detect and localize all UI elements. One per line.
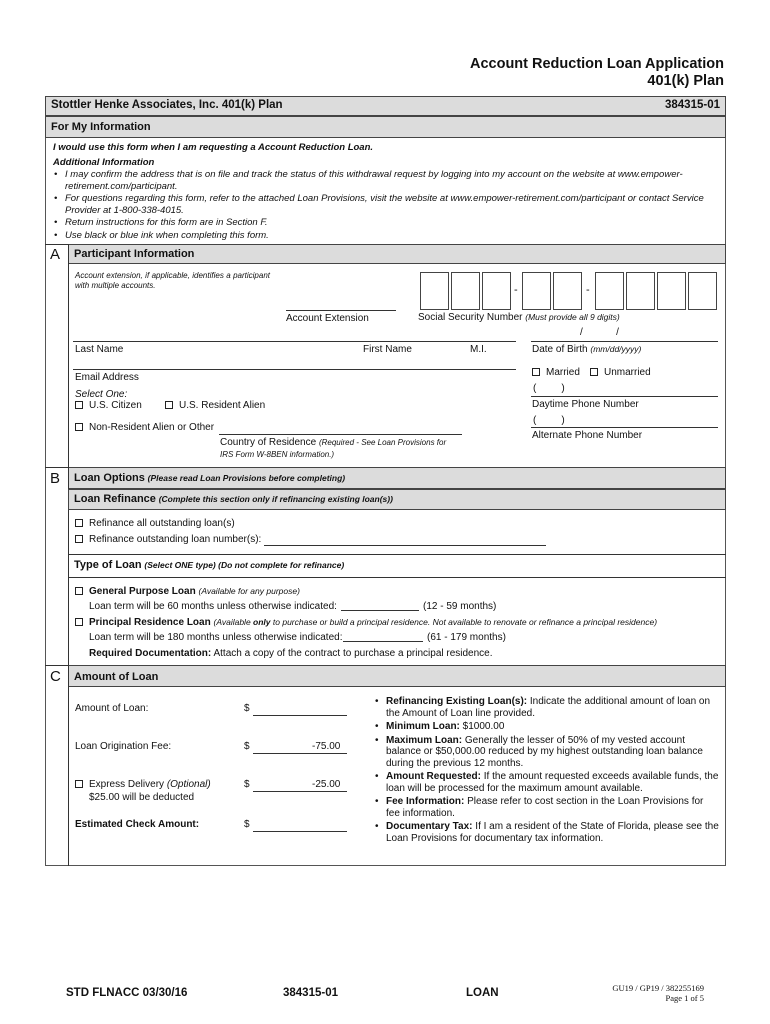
us-citizen-option[interactable] bbox=[75, 400, 142, 411]
refinance-numbers-checkbox[interactable] bbox=[75, 535, 83, 543]
footer-type: LOAN bbox=[466, 987, 499, 999]
loan-options-note: (Please read Loan Provisions before completing) bbox=[147, 473, 346, 483]
note-text: Generally the lesser of 50% of my vested account balance or $50,000.00 reduced by my highest outstanding loan balance during the previous 12 months. bbox=[386, 734, 703, 769]
last-name-label: Last Name bbox=[75, 344, 124, 355]
general-purpose-checkbox[interactable] bbox=[75, 587, 83, 595]
info-intro: I would use this form when I am requesting a Account Reduction Loan. bbox=[53, 142, 374, 153]
ssn-label bbox=[418, 312, 620, 323]
us-citizen-label: U.S. Citizen bbox=[89, 400, 142, 411]
section-c-letter: C bbox=[50, 668, 61, 685]
loan-refinance-title: Loan Refinance bbox=[74, 493, 156, 505]
email-label: Email Address bbox=[75, 372, 139, 383]
ssn-dash: - bbox=[514, 284, 518, 296]
footer-ref: GU19 / GP19 / 382255169 bbox=[612, 983, 704, 993]
principal-residence-option[interactable] bbox=[75, 617, 657, 628]
country-label bbox=[220, 437, 446, 448]
fee-field bbox=[253, 753, 347, 754]
non-resident-option[interactable] bbox=[75, 422, 214, 433]
note-bold: Documentary Tax: bbox=[386, 821, 473, 832]
alt-phone-field[interactable] bbox=[531, 427, 718, 428]
ssn-digit-box[interactable] bbox=[553, 272, 582, 310]
loan-note bbox=[374, 821, 720, 844]
info-bullet: • Return instructions for this form are in Section F. bbox=[53, 217, 721, 229]
form-subtitle: 401(k) Plan bbox=[647, 73, 724, 89]
note-bold: Amount Requested: bbox=[386, 771, 481, 782]
pr-note-a: (Available bbox=[213, 617, 254, 627]
dob-label bbox=[532, 344, 641, 355]
ssn-dash: - bbox=[586, 284, 590, 296]
loan-note bbox=[374, 696, 720, 719]
express-note: $25.00 will be deducted bbox=[89, 792, 195, 803]
married-option[interactable] bbox=[532, 367, 580, 378]
form-code: STD FLNACC 03/30/16 bbox=[66, 987, 188, 999]
dob-label-text: Date of Birth bbox=[532, 344, 588, 355]
ssn-digit-box[interactable] bbox=[688, 272, 717, 310]
gp-term-range: (12 - 59 months) bbox=[423, 601, 497, 612]
general-purpose-option[interactable] bbox=[75, 586, 300, 597]
section-b-letter: B bbox=[50, 470, 61, 487]
express-dollar: $ bbox=[244, 779, 250, 790]
estimated-dollar: $ bbox=[244, 819, 250, 830]
type-of-loan-title: Type of Loan bbox=[74, 559, 142, 571]
country-field[interactable] bbox=[219, 434, 462, 435]
express-value: -25.00 bbox=[312, 779, 341, 790]
note-bold: Minimum Loan: bbox=[386, 721, 460, 732]
amount-label: Amount of Loan: bbox=[75, 703, 149, 714]
us-citizen-checkbox[interactable] bbox=[75, 401, 83, 409]
country-label-text: Country of Residence bbox=[220, 437, 317, 448]
select-one-label: Select One: bbox=[75, 389, 128, 400]
footer-page: Page 1 of 5 bbox=[665, 993, 704, 1003]
daytime-phone-paren: ( ) bbox=[533, 383, 565, 394]
fee-dollar: $ bbox=[244, 741, 250, 752]
ssn-digit-box[interactable] bbox=[451, 272, 480, 310]
daytime-phone-field[interactable] bbox=[531, 396, 718, 397]
estimated-check-label: Estimated Check Amount: bbox=[75, 819, 200, 830]
note-bold: Maximum Loan: bbox=[386, 734, 463, 746]
ssn-digit-box[interactable] bbox=[420, 272, 449, 310]
email-field[interactable] bbox=[73, 369, 516, 370]
info-bullet: • I may confirm the address that is on file and track the status of this withdrawal request by logging into my account on the website at www.empower-retirement.com/participant. bbox=[53, 169, 721, 192]
required-doc-label: Required Documentation: bbox=[89, 648, 212, 659]
unmarried-option[interactable] bbox=[590, 367, 651, 378]
married-checkbox[interactable] bbox=[532, 368, 540, 376]
account-extension-note: Account extension, if applicable, identifies a participant with multiple accounts. bbox=[75, 271, 270, 290]
note-text: $1000.00 bbox=[459, 721, 505, 732]
note-text: Indicate the additional amount of loan on the Amount of Loan line provided. bbox=[386, 696, 711, 719]
pr-note-only: only bbox=[253, 617, 271, 627]
express-delivery-checkbox[interactable] bbox=[75, 780, 83, 788]
ssn-note: (Must provide all 9 digits) bbox=[525, 312, 620, 322]
estimated-check-field[interactable] bbox=[253, 831, 347, 832]
info-bullet: • For questions regarding this form, refer to the attached Loan Provisions, visit the website at www.empower-retirement.com/participant or contact Service Provider at 1-800-338-4015. bbox=[53, 193, 721, 216]
gp-term-field[interactable] bbox=[341, 610, 419, 611]
loan-notes bbox=[374, 696, 720, 847]
loan-options-title: Loan Options bbox=[74, 472, 145, 484]
us-resident-alien-label: U.S. Resident Alien bbox=[179, 400, 266, 411]
refinance-all-option[interactable] bbox=[75, 518, 235, 529]
us-resident-alien-checkbox[interactable] bbox=[165, 401, 173, 409]
loan-note bbox=[374, 721, 720, 733]
dob-slashes: / / bbox=[580, 327, 619, 338]
required-doc-text: Attach a copy of the contract to purchase a principal residence. bbox=[213, 648, 493, 659]
additional-info-heading: Additional Information bbox=[53, 157, 155, 168]
info-heading: For My Information bbox=[51, 121, 151, 133]
alt-phone-paren: ( ) bbox=[533, 415, 565, 426]
amount-field[interactable] bbox=[253, 715, 347, 716]
non-resident-label: Non-Resident Alien or Other bbox=[89, 422, 215, 433]
unmarried-label: Unmarried bbox=[604, 367, 651, 378]
note-text: Please refer to cost section in the Loan Provisions for fee information. bbox=[386, 796, 704, 819]
married-label: Married bbox=[546, 367, 580, 378]
ssn-label-text: Social Security Number bbox=[418, 312, 523, 323]
loan-note bbox=[374, 796, 720, 819]
general-purpose-label: General Purpose Loan bbox=[89, 586, 196, 597]
mi-label: M.I. bbox=[470, 344, 487, 355]
account-extension-field[interactable] bbox=[286, 310, 396, 311]
note-bold: Fee Information: bbox=[386, 796, 465, 807]
loan-refinance-note: (Complete this section only if refinancing existing loan(s)) bbox=[158, 494, 393, 504]
gp-term-text: Loan term will be 60 months unless otherwise indicated: bbox=[89, 601, 337, 612]
info-bullet: • Use black or blue ink when completing this form. bbox=[53, 230, 721, 242]
type-of-loan-note: (Select ONE type) (Do not complete for refinance) bbox=[144, 560, 345, 570]
plan-name: Stottler Henke Associates, Inc. 401(k) Plan bbox=[51, 99, 283, 111]
account-extension-label: Account Extension bbox=[286, 313, 369, 324]
fee-label: Loan Origination Fee: bbox=[75, 741, 172, 752]
section-a-letter: A bbox=[50, 246, 61, 263]
note-text: If the amount requested exceeds available funds, the loan will be processed for the maximum amount available. bbox=[386, 771, 719, 794]
express-delivery-option[interactable] bbox=[75, 779, 211, 790]
loan-note bbox=[374, 771, 720, 794]
pr-term-text: Loan term will be 180 months unless otherwise indicated: bbox=[89, 632, 343, 643]
section-a-heading: Participant Information bbox=[74, 248, 195, 260]
pr-note-b: to purchase or build a principal residence. Not available to renovate or refinance a principal residence) bbox=[270, 617, 658, 627]
ssn-digit-box[interactable] bbox=[595, 272, 624, 310]
note-text: If I am a resident of the State of Florida, please see the Loan Provisions for documentary tax information. bbox=[386, 821, 719, 844]
dob-format: (mm/dd/yyyy) bbox=[590, 344, 642, 354]
principal-residence-label: Principal Residence Loan bbox=[89, 617, 211, 628]
express-optional: (Optional) bbox=[166, 779, 211, 790]
amount-dollar: $ bbox=[244, 703, 250, 714]
daytime-phone-label: Daytime Phone Number bbox=[532, 399, 639, 410]
required-documentation bbox=[89, 648, 493, 659]
general-purpose-note: (Available for any purpose) bbox=[198, 586, 300, 596]
loan-note bbox=[374, 735, 720, 770]
section-c-heading: Amount of Loan bbox=[74, 671, 159, 683]
principal-residence-checkbox[interactable] bbox=[75, 618, 83, 626]
note-bold: Refinancing Existing Loan(s): bbox=[386, 696, 528, 707]
fee-value: -75.00 bbox=[312, 741, 341, 752]
refinance-all-checkbox[interactable] bbox=[75, 519, 83, 527]
alt-phone-label: Alternate Phone Number bbox=[532, 430, 643, 441]
pr-term-field[interactable] bbox=[343, 641, 423, 642]
refinance-numbers-field[interactable] bbox=[264, 545, 546, 546]
form-title: Account Reduction Loan Application bbox=[469, 56, 724, 72]
unmarried-checkbox[interactable] bbox=[590, 368, 598, 376]
express-field bbox=[253, 791, 347, 792]
ssn-digit-box[interactable] bbox=[482, 272, 511, 310]
non-resident-checkbox[interactable] bbox=[75, 423, 83, 431]
type-of-loan-heading bbox=[74, 559, 344, 571]
footer-plan-number: 384315-01 bbox=[283, 987, 338, 999]
section-b-heading bbox=[74, 472, 345, 484]
refinance-numbers-label: Refinance outstanding loan number(s): bbox=[89, 534, 262, 545]
loan-refinance-heading bbox=[74, 493, 393, 505]
dob-field[interactable] bbox=[531, 341, 718, 342]
first-name-label: First Name bbox=[363, 344, 412, 355]
section-c-heading-bar bbox=[68, 665, 726, 687]
name-field[interactable] bbox=[73, 341, 516, 342]
express-delivery-label: Express Delivery bbox=[89, 779, 165, 790]
pr-term-range: (61 - 179 months) bbox=[427, 632, 506, 643]
ssn-digit-box[interactable] bbox=[657, 272, 686, 310]
country-note: (Required - See Loan Provisions for bbox=[318, 438, 447, 447]
us-resident-alien-option[interactable] bbox=[165, 400, 265, 411]
refinance-all-label: Refinance all outstanding loan(s) bbox=[89, 518, 235, 529]
ssn-digit-box[interactable] bbox=[626, 272, 655, 310]
ssn-digit-box[interactable] bbox=[522, 272, 551, 310]
country-note-2: IRS Form W-8BEN information.) bbox=[220, 450, 335, 459]
refinance-numbers-option[interactable] bbox=[75, 534, 261, 545]
info-bullets bbox=[53, 169, 721, 244]
plan-number: 384315-01 bbox=[665, 99, 720, 111]
